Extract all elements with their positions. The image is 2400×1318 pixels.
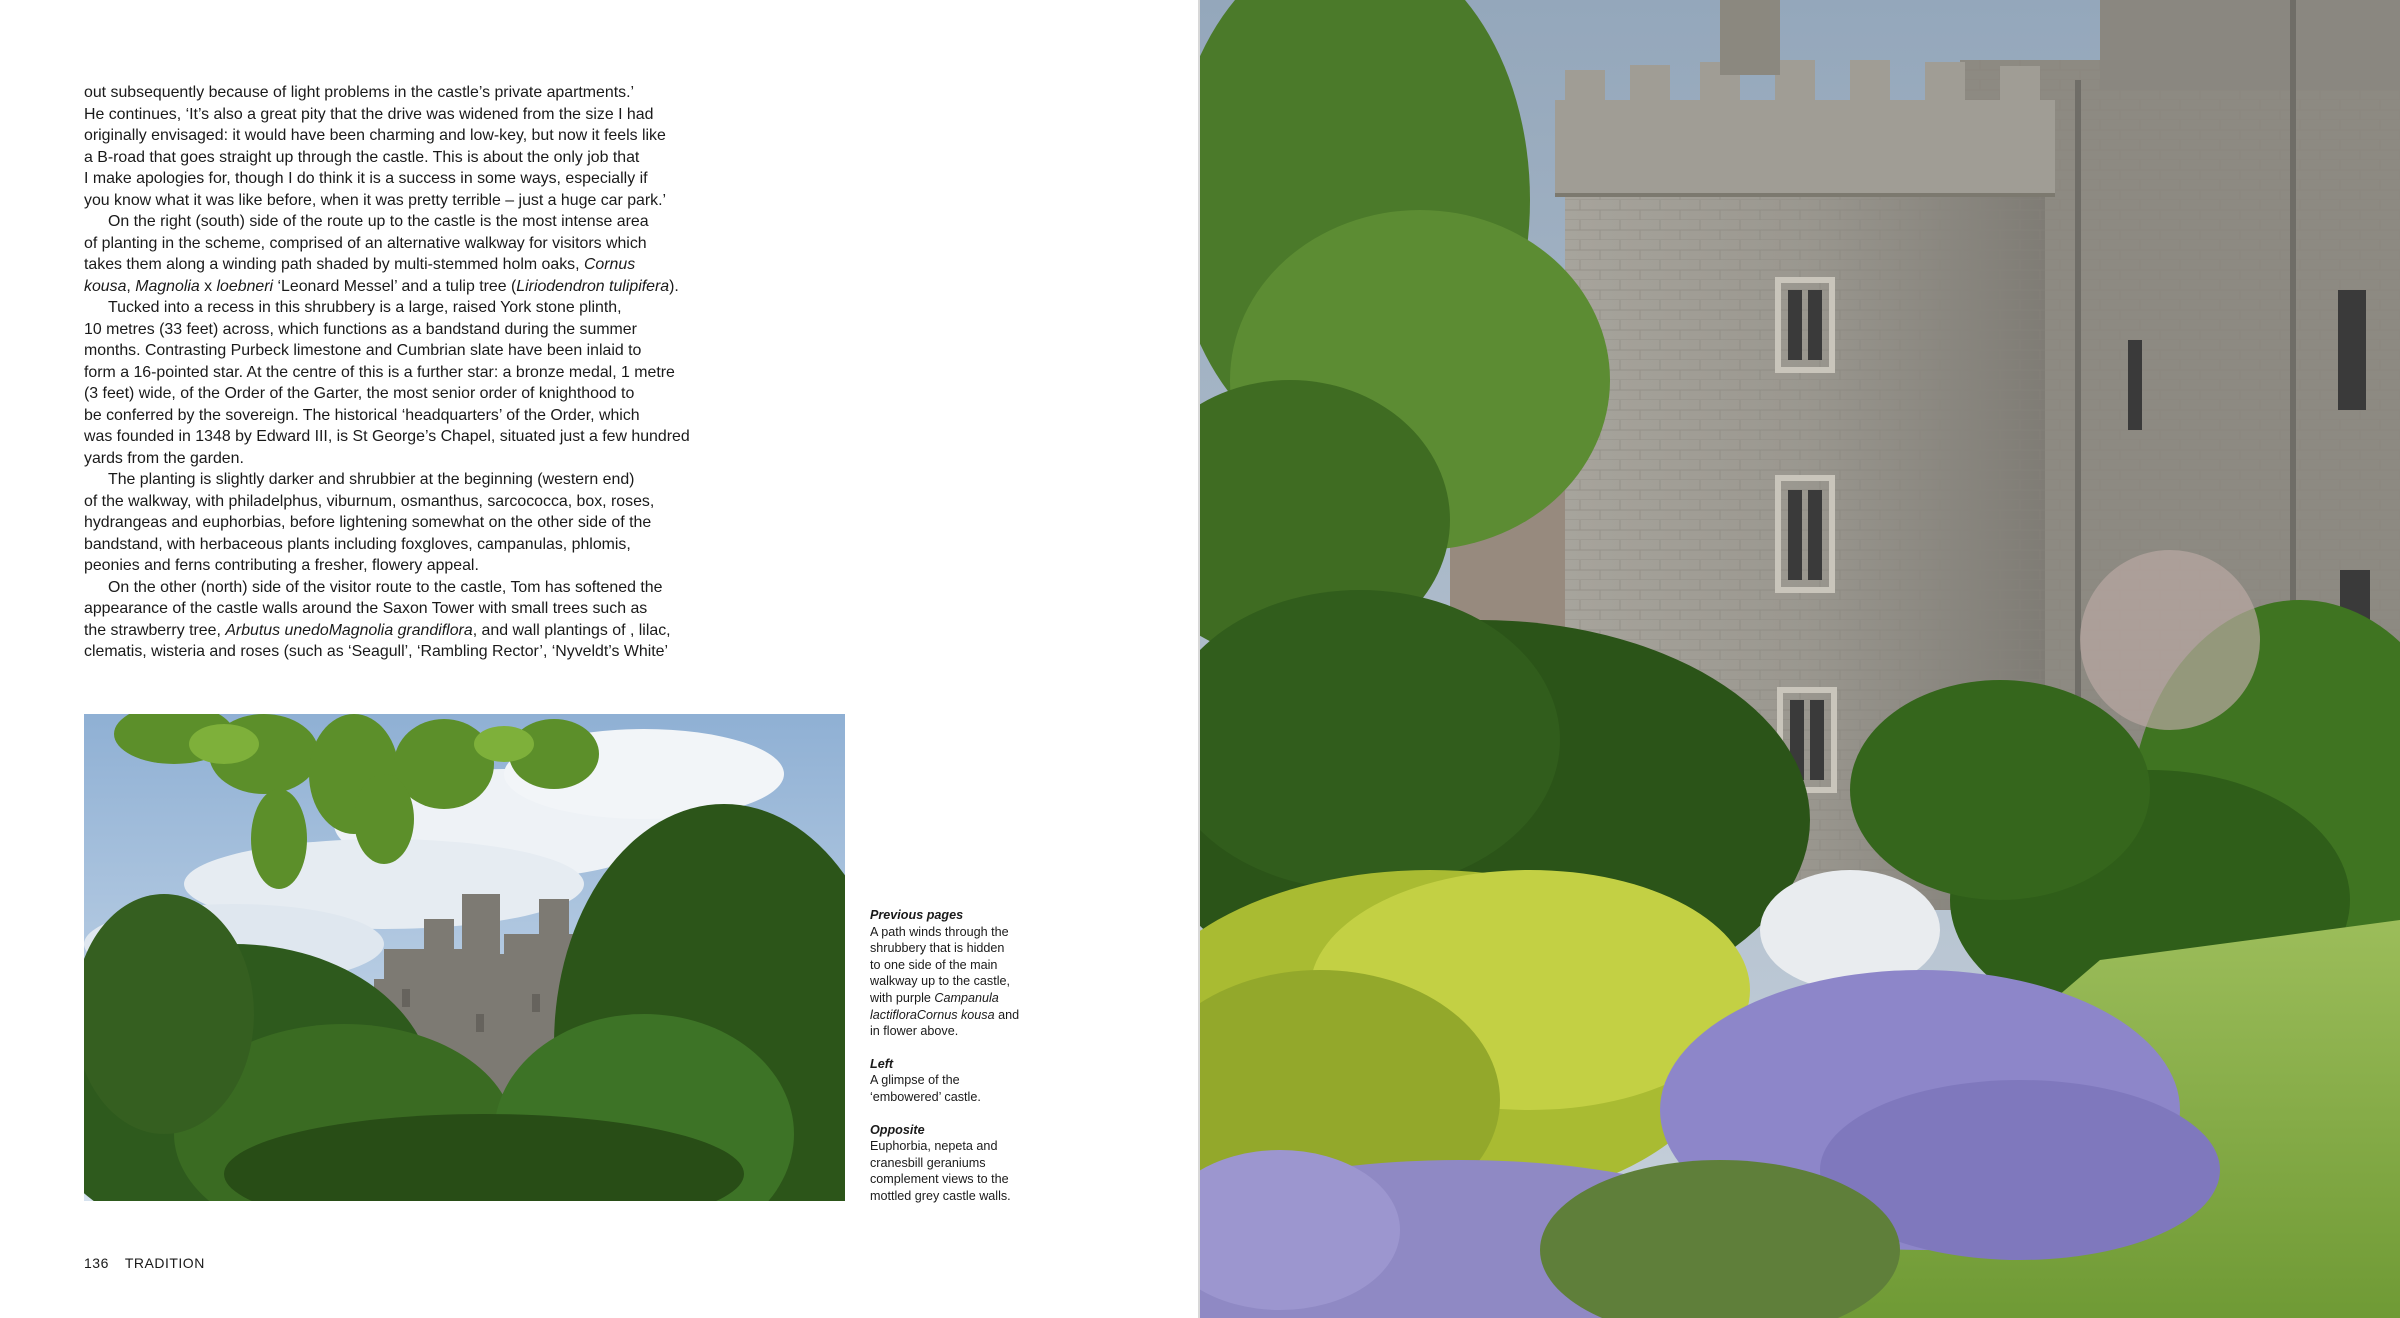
text-run: Euphorbia, nepeta and — [870, 1139, 998, 1154]
text-run: ). — [669, 277, 679, 295]
italic-term: Cornus kousa — [916, 1007, 995, 1022]
left-page — [0, 0, 1198, 1318]
photo-captions — [870, 907, 1060, 1221]
text-run: was founded in 1348 by Edward III, is St George’s Chapel, situated just a few hundred — [84, 428, 690, 445]
text-run: , lilac, — [629, 621, 671, 639]
text-run: in flower above. — [870, 1024, 959, 1039]
italic-term: loebneri — [216, 277, 274, 295]
text-run: , and wall plantings of — [472, 621, 630, 639]
italic-term: Magnolia — [135, 277, 200, 295]
text-run: On the right (south) side of the route up to the castle is the most intense area — [108, 213, 649, 230]
text-run: of planting in the scheme, comprised of an alternative walkway for visitors which — [84, 234, 647, 252]
body-line — [84, 276, 784, 298]
caption-line — [870, 1023, 1060, 1040]
body-line — [84, 297, 784, 319]
body-line — [84, 512, 784, 534]
text-run: takes them along a winding path shaded by multi-stemmed holm oaks, — [84, 256, 584, 273]
body-line — [84, 620, 784, 642]
text-run: The planting is slightly darker and shrubbier at the beginning (western end) — [108, 471, 635, 488]
body-line — [84, 577, 784, 599]
text-run: originally envisaged: it would have been charming and low-key, but now it feels like — [84, 127, 666, 144]
castle-glimpse-photo — [84, 714, 845, 1201]
body-line — [84, 598, 784, 620]
caption-line — [870, 1155, 1060, 1172]
text-run: A path winds through the — [870, 924, 1009, 939]
text-run: Tucked into a recess in this shrubbery is a large, raised York stone plinth, — [108, 299, 622, 316]
body-line — [84, 233, 784, 255]
caption-line — [870, 1171, 1060, 1188]
text-run: complement views to the — [870, 1172, 1009, 1187]
text-run: peonies and ferns contributing a fresher, flowery appeal. — [84, 557, 479, 574]
text-run: clematis, wisteria and roses (such as ‘Seagull’, ‘Rambling Rector’, ‘Nyveldt’s White’ — [84, 643, 669, 660]
page-number: 136 — [84, 1255, 109, 1271]
text-run: On the other (north) side of the visitor route to the castle, Tom has softened the — [108, 578, 663, 596]
text-run: I make apologies for, though I do think it is a success in some ways, especially if — [84, 170, 648, 187]
body-line — [84, 448, 784, 470]
caption-line — [870, 1138, 1060, 1155]
text-run: mottled grey castle walls. — [870, 1188, 1011, 1203]
body-line — [84, 147, 784, 169]
text-run: cranesbill geraniums — [870, 1155, 986, 1170]
text-run: to one side of the main — [870, 957, 998, 972]
text-run: the strawberry tree, — [84, 621, 226, 639]
body-line — [84, 125, 784, 147]
body-text — [84, 82, 784, 663]
body-line — [84, 534, 784, 556]
caption-line — [870, 1072, 1060, 1089]
body-line — [84, 491, 784, 513]
body-line — [84, 426, 784, 448]
caption-line — [870, 990, 1060, 1007]
body-line — [84, 104, 784, 126]
text-run: (3 feet) wide, of the Order of the Garter, the most senior order of knighthood to — [84, 385, 635, 402]
text-run: x — [199, 277, 217, 295]
text-run: yards from the garden. — [84, 449, 244, 467]
castle-garden-photo — [1200, 0, 2400, 1318]
text-run: hydrangeas and euphorbias, before lightening somewhat on the other side of the — [84, 514, 652, 531]
body-line — [84, 641, 784, 663]
caption-block — [870, 1122, 1060, 1205]
page-folio — [84, 1255, 205, 1271]
italic-term: Campanula — [934, 990, 999, 1005]
body-line — [84, 340, 784, 362]
caption-line — [870, 973, 1060, 990]
text-run: 10 metres (33 feet) across, which functions as a bandstand during the summer — [84, 320, 637, 338]
caption-heading: Opposite — [870, 1122, 925, 1137]
italic-term: lactiflora — [870, 1007, 917, 1022]
text-run: you know what it was like before, when it was pretty terrible – just a huge car park.’ — [84, 191, 667, 209]
body-line — [84, 254, 784, 276]
caption-block — [870, 907, 1060, 1040]
caption-heading: Previous pages — [870, 908, 964, 922]
body-line — [84, 469, 784, 491]
text-run: walkway up to the castle, — [870, 974, 1011, 989]
italic-term: Magnolia grandiflora — [328, 621, 473, 639]
body-line — [84, 383, 784, 405]
text-run: form a 16-pointed star. At the centre of this is a further star: a bronze medal, 1 metre — [84, 363, 675, 381]
text-run: be conferred by the sovereign. The historical ‘headquarters’ of the Order, which — [84, 406, 640, 424]
text-run: A glimpse of the — [870, 1073, 960, 1088]
caption-block — [870, 1056, 1060, 1106]
body-line — [84, 319, 784, 341]
body-line — [84, 211, 784, 233]
body-line — [84, 82, 784, 104]
caption-line — [870, 940, 1060, 957]
italic-term: Arbutus unedo — [225, 621, 329, 639]
italic-term: kousa — [84, 277, 127, 295]
caption-line — [870, 924, 1060, 941]
text-run: , — [126, 277, 136, 295]
body-line — [84, 405, 784, 427]
text-run: shrubbery that is hidden — [870, 941, 1005, 956]
body-line — [84, 168, 784, 190]
text-run: out subsequently because of light problems in the castle’s private apartments.’ — [84, 84, 635, 101]
text-run: a B-road that goes straight up through the castle. This is about the only job that — [84, 148, 640, 166]
body-line — [84, 190, 784, 212]
text-run: bandstand, with herbaceous plants including foxgloves, campanulas, phlomis, — [84, 535, 631, 553]
caption-heading: Left — [870, 1056, 894, 1071]
caption-line — [870, 957, 1060, 974]
italic-term: Cornus — [583, 256, 636, 273]
body-line — [84, 555, 784, 577]
text-run: ‘embowered’ castle. — [870, 1089, 981, 1104]
text-run: He continues, ‘It’s also a great pity that the drive was widened from the size I had — [84, 105, 654, 123]
body-line — [84, 362, 784, 384]
text-run: ‘Leonard Messel’ and a tulip tree ( — [273, 277, 517, 295]
text-run: appearance of the castle walls around the Saxon Tower with small trees such as — [84, 600, 648, 617]
text-run: and — [994, 1007, 1020, 1022]
text-run: with purple — [870, 990, 935, 1005]
italic-term: Liriodendron tulipifera — [516, 277, 670, 295]
text-run: months. Contrasting Purbeck limestone and Cumbrian slate have been inlaid to — [84, 342, 642, 359]
caption-line — [870, 1089, 1060, 1106]
text-run: of the walkway, with philadelphus, viburnum, osmanthus, sarcococca, box, roses, — [84, 492, 655, 510]
caption-line — [870, 1007, 1060, 1024]
section-name: TRADITION — [124, 1255, 205, 1271]
caption-line — [870, 1188, 1060, 1205]
